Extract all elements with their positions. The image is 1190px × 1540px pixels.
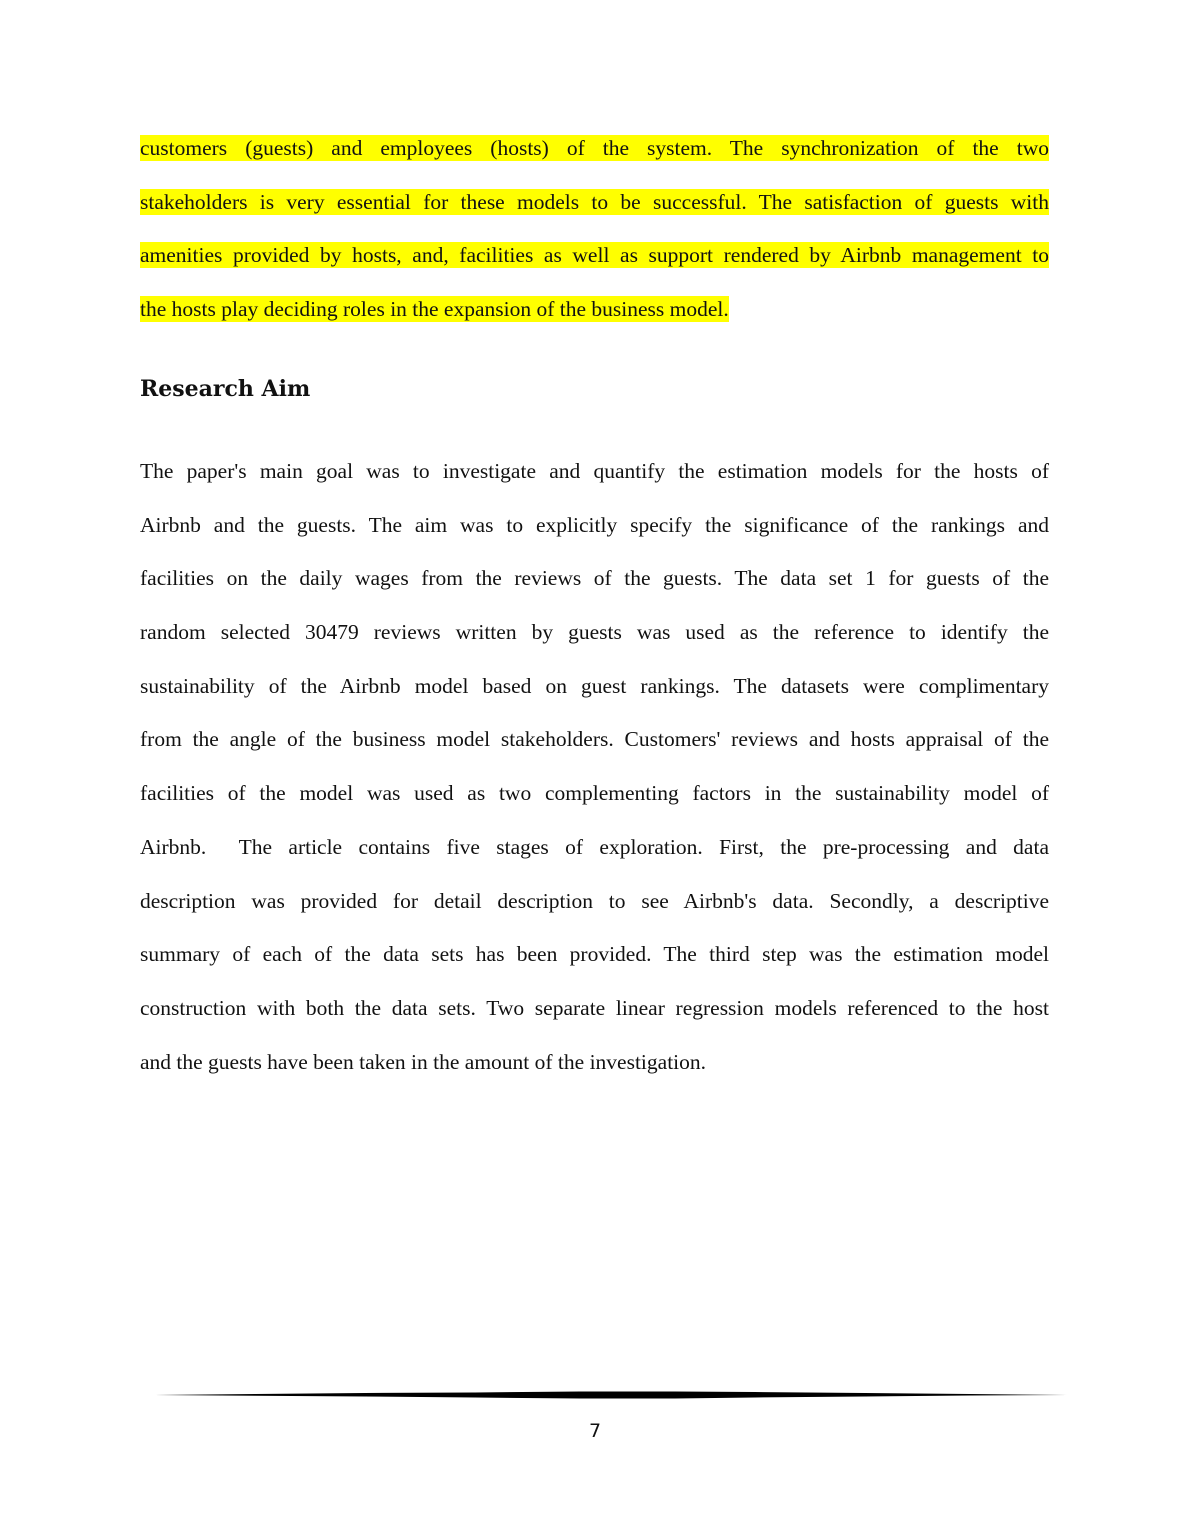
- paragraph-line: [140, 242, 1049, 268]
- paragraph-line: Airbnb. The article contains five stages of exploration. First, the pre-processing and data: [140, 834, 1049, 859]
- paragraph-line: Airbnb and the guests. The aim was to explicitly specify the significance of the rankings and: [140, 512, 1049, 537]
- paragraph-line: description was provided for detail description to see Airbnb's data. Secondly, a descriptive: [140, 888, 1049, 913]
- paragraph-line: facilities on the daily wages from the reviews of the guests. The data set 1 for guests of the: [140, 566, 1049, 591]
- paragraph-line: and the guests have been taken in the amount of the investigation.: [140, 1049, 707, 1074]
- paragraph-line: [140, 135, 1049, 161]
- paragraph-line: The paper's main goal was to investigate and quantify the estimation models for the hosts of: [140, 459, 1049, 483]
- section-heading: Research Aim: [140, 376, 311, 402]
- paragraph-line: summary of each of the data sets has been provided. The third step was the estimation model: [140, 942, 1049, 967]
- highlighted-text: customers (guests) and employees (hosts) of the system. The synchronization of the two: [140, 136, 1049, 160]
- page-number: 7: [588, 1420, 602, 1442]
- paragraph-line: construction with both the data sets. Two separate linear regression models referenced to the host: [140, 995, 1049, 1020]
- highlighted-text: stakeholders is very essential for these models to be successful. The satisfaction of guests with: [140, 189, 1049, 214]
- paragraph-line: facilities of the model was used as two complementing factors in the sustainability model of: [140, 781, 1049, 806]
- paragraph-line: from the angle of the business model stakeholders. Customers' reviews and hosts appraisal of the: [140, 727, 1049, 752]
- footer-divider: [155, 1388, 1067, 1402]
- paragraph-line: [140, 189, 1049, 215]
- body-paragraph: [140, 457, 1049, 1101]
- paragraph-line: [140, 296, 1049, 322]
- highlighted-text: the hosts play deciding roles in the expansion of the business model.: [140, 296, 729, 321]
- paragraph-line: random selected 30479 reviews written by guests was used as the reference to identify the: [140, 620, 1049, 645]
- paragraph-line: sustainability of the Airbnb model based on guest rankings. The datasets were complimentary: [140, 673, 1049, 698]
- highlighted-text: amenities provided by hosts, and, facilities as well as support rendered by Airbnb management to: [140, 243, 1049, 268]
- highlighted-paragraph: [140, 135, 1049, 349]
